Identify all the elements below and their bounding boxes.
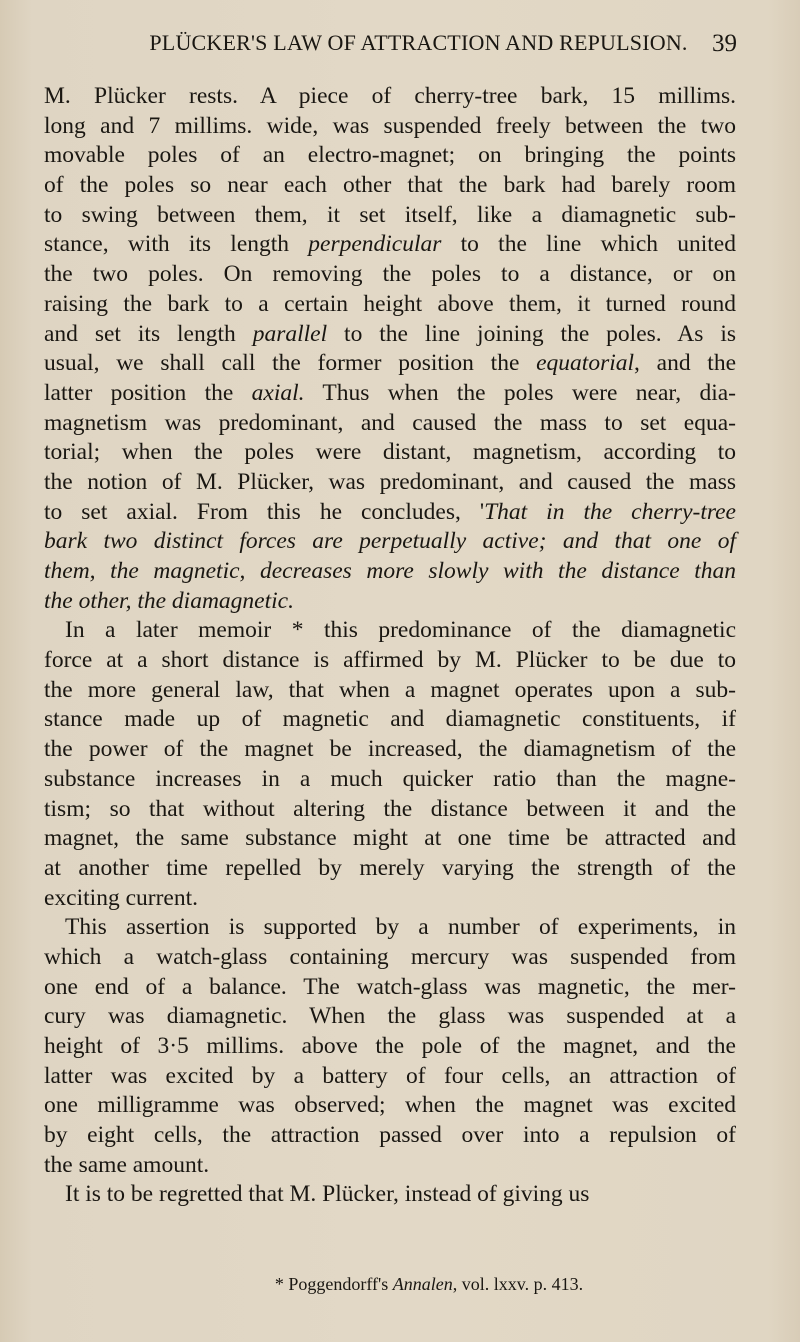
text-line bbox=[44, 379, 736, 409]
paragraph bbox=[44, 82, 736, 616]
text-line bbox=[44, 884, 736, 914]
italic-text: perpendicular bbox=[308, 231, 442, 258]
text-run: torial; when the poles were distant, magnetism, according to bbox=[44, 439, 736, 466]
paragraph bbox=[44, 616, 736, 913]
text-line bbox=[44, 646, 736, 676]
text-line bbox=[44, 676, 736, 706]
text-run: the notion of M. Plücker, was predominant, and caused the mass bbox=[44, 468, 736, 495]
text-run: In a later memoir * this predominance of the diamagnetic bbox=[65, 617, 736, 644]
text-line bbox=[44, 616, 736, 646]
italic-text: bark two distinct forces are perpetually active; and that one of bbox=[44, 528, 736, 555]
footnote-reference: , vol. lxxv. p. 413. bbox=[452, 1274, 584, 1294]
text-run: of the poles so near each other that the bark had barely room bbox=[44, 172, 736, 199]
text-run: at another time repelled by merely varying the strength of the bbox=[44, 854, 736, 881]
text-line bbox=[44, 765, 736, 795]
text-run: magnetism was predominant, and caused the mass to set equa- bbox=[44, 409, 736, 436]
text-line bbox=[44, 1121, 736, 1151]
text-line bbox=[44, 527, 736, 557]
footnote-marker: * Poggendorff's bbox=[274, 1274, 393, 1294]
text-line bbox=[44, 557, 736, 587]
text-run: stance made up of magnetic and diamagnetic constituents, if bbox=[44, 706, 736, 733]
text-run: tism; so that without altering the distance between it and the bbox=[44, 795, 736, 822]
text-run: raising the bark to a certain height above them, it turned round bbox=[44, 290, 736, 317]
text-line bbox=[44, 230, 736, 260]
text-run: It is to be regretted that M. Plücker, instead of giving us bbox=[65, 1181, 590, 1208]
italic-text: equatorial bbox=[536, 350, 635, 377]
text-run: one end of a balance. The watch-glass was magnetic, the mer- bbox=[44, 973, 736, 1000]
text-line bbox=[44, 705, 736, 735]
text-line bbox=[44, 409, 736, 439]
italic-text: parallel bbox=[252, 320, 328, 347]
text-run: force at a short distance is affirmed by M. Plücker to be due to bbox=[44, 647, 736, 674]
text-run: This assertion is supported by a number of experiments, in bbox=[65, 914, 736, 941]
text-line bbox=[44, 1062, 736, 1092]
text-line bbox=[44, 1091, 736, 1121]
italic-text: That in the cherry-tree bbox=[484, 498, 736, 525]
text-run: which a watch-glass containing mercury was suspended from bbox=[44, 943, 736, 970]
text-line bbox=[44, 587, 736, 617]
text-line bbox=[44, 260, 736, 290]
italic-text: the other, the diamagnetic. bbox=[44, 587, 294, 614]
text-line bbox=[44, 913, 736, 943]
text-run: to set axial. From this he concludes, ' bbox=[44, 498, 485, 525]
footnote-title: Annalen bbox=[392, 1274, 453, 1294]
text-line bbox=[44, 82, 736, 112]
text-run: and set its length bbox=[44, 320, 253, 347]
text-run: substance increases in a much quicker ratio than the magne- bbox=[44, 765, 736, 792]
text-line bbox=[44, 141, 736, 171]
text-run: cury was diamagnetic. When the glass was suspended at a bbox=[44, 1003, 736, 1030]
text-run: the two poles. On removing the poles to a distance, or on bbox=[44, 261, 736, 288]
text-run: exciting current. bbox=[44, 884, 198, 911]
text-line bbox=[44, 290, 736, 320]
text-line bbox=[44, 498, 736, 528]
text-line bbox=[44, 349, 736, 379]
running-title: PLÜCKER'S LAW OF ATTRACTION AND REPULSION. bbox=[149, 30, 688, 55]
text-run: Thus when the poles were near, dia- bbox=[304, 379, 737, 406]
text-line bbox=[44, 824, 736, 854]
text-run: one milligramme was observed; when the magnet was excited bbox=[44, 1092, 736, 1119]
text-run: usual, we shall call the former position the bbox=[44, 350, 537, 377]
page-number: 39 bbox=[712, 30, 737, 57]
text-run: M. Plücker rests. A piece of cherry-tree bark, 15 millims. bbox=[44, 83, 736, 109]
text-line bbox=[44, 171, 736, 201]
text-line bbox=[44, 854, 736, 884]
text-run: long and 7 millims. wide, was suspended freely between the two bbox=[44, 112, 736, 139]
paragraph bbox=[44, 1180, 736, 1210]
text-line bbox=[44, 112, 736, 142]
text-run: to the line which united bbox=[441, 231, 736, 258]
text-line bbox=[44, 735, 736, 765]
text-run: to the line joining the poles. As is bbox=[327, 320, 737, 347]
text-run: the power of the magnet be increased, the diamagnetism of the bbox=[44, 736, 736, 763]
text-line bbox=[44, 1032, 736, 1062]
text-line bbox=[44, 1002, 736, 1032]
text-run: latter was excited by a battery of four cells, an attraction of bbox=[44, 1062, 736, 1089]
text-run: magnet, the same substance might at one time be attracted and bbox=[44, 825, 736, 852]
text-run: movable poles of an electro-magnet; on bringing the points bbox=[44, 142, 736, 169]
italic-text: axial. bbox=[251, 379, 305, 406]
text-run: the more general law, that when a magnet operates upon a sub- bbox=[44, 676, 736, 703]
text-line bbox=[44, 438, 736, 468]
text-line bbox=[44, 468, 736, 498]
footnote bbox=[0, 1274, 800, 1295]
text-line bbox=[44, 1151, 736, 1181]
text-line bbox=[44, 973, 736, 1003]
text-run: the same amount. bbox=[44, 1151, 210, 1178]
text-run: stance, with its length bbox=[44, 231, 309, 258]
text-line bbox=[44, 320, 736, 350]
text-run: , and the bbox=[634, 350, 737, 377]
text-run: by eight cells, the attraction passed over into a repulsion of bbox=[44, 1122, 736, 1149]
text-line bbox=[44, 201, 736, 231]
text-run: height of 3·5 millims. above the pole of the magnet, and the bbox=[44, 1033, 736, 1059]
page-header bbox=[0, 30, 800, 64]
text-run: latter position the bbox=[44, 379, 252, 406]
text-line bbox=[44, 943, 736, 973]
text-run: to swing between them, it set itself, like a diamagnetic sub- bbox=[44, 201, 736, 228]
text-line bbox=[44, 795, 736, 825]
body-text bbox=[44, 82, 736, 1210]
paragraph bbox=[44, 913, 736, 1180]
italic-text: them, the magnetic, decreases more slowly with the distance than bbox=[44, 558, 736, 584]
text-line bbox=[44, 1180, 736, 1210]
